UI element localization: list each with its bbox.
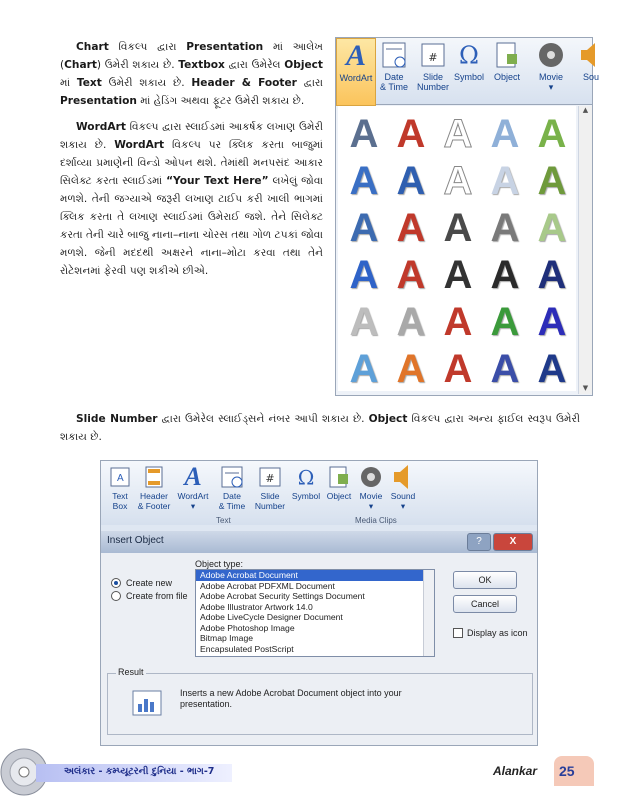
object-type-item[interactable]: Adobe LiveCycle Designer Document [200,612,343,622]
bold-term: Textbox [178,59,225,71]
wordart-style-option[interactable]: A [537,300,567,344]
ribbon-label: Date [384,72,404,82]
ribbon-button-symbol[interactable] [452,38,486,104]
wordart-style-option[interactable]: A [349,159,379,203]
svg-text:A: A [345,39,367,72]
ribbon-label: Slide [422,72,443,82]
wordart-icon [180,461,206,491]
bold-term: WordArt [76,121,126,133]
bold-term: Chart [64,59,97,71]
object-type-item[interactable]: Encapsulated PostScript [200,643,294,654]
text-run: માં આલેખ ( [60,41,323,71]
wordart-style-option[interactable]: A [443,300,473,344]
bold-term: Presentation [186,41,264,53]
dialog-body [101,553,537,745]
object-type-item[interactable]: Adobe Photoshop Image [200,622,295,633]
wordart-style-option[interactable]: A [396,206,426,250]
text-run: ઉમેરી શકાય છે. [101,77,192,89]
text-run: લખેલું જોવા મળશે. તેની જગ્યાએ જરૂરી લખાણ ટાઈપ કરી ખાલી ભાગમાં ક્લિક કરતા તે લખાણ સ્લાઈડમાં ઉમેરાઈ જશે. તેને સિલેક્ટ કરતા તેની ચારે બાજુ નાના–નાના ચોરસ તથા ગોળ ટપકાં જોવા મળશે. જેની મદદથી અક્ષરને નાના–મોટા કરવા તથા તેને રોટેશનમાં ફેરવી પણ શકીએ છીએ. [60,175,324,277]
object-list-scrollbar[interactable] [423,570,434,656]
radio-create-from-file[interactable] [111,591,188,601]
text-run: વિકલ્પ દ્વારા સ્લાઈડમાં આકર્ષક લખાણ ઉમેરી શકાય છે. [60,121,323,151]
ribbon-button-sound[interactable] [387,463,419,511]
bold-term: Presentation [60,95,137,107]
ribbon-label: Movie [359,491,383,501]
dialog-titlebar [101,531,537,553]
wordart-style-option[interactable]: A [396,253,426,297]
display-as-icon-checkbox[interactable] [453,628,528,638]
svg-text:Ω: Ω [297,465,315,490]
wordart-style-option[interactable]: A [537,206,567,250]
object-type-label: Object type: [195,559,244,569]
bold-term: Header & Footer [191,77,297,89]
wordart-style-option[interactable]: A [490,347,520,391]
wordart-style-option[interactable]: A [490,300,520,344]
ribbon-button-movie[interactable] [532,38,570,104]
bold-term: Chart [76,41,109,53]
bold-term: “Your Text Here” [166,175,269,187]
ribbon-label: Symbol [291,491,321,501]
ribbon-button-movie[interactable] [355,463,387,511]
wordart-style-option[interactable]: A [537,112,567,156]
page-number: 25 [559,763,575,779]
ribbon-label-2: ▾ [368,501,374,511]
paragraph-wordart [60,118,323,280]
symbol-icon [293,464,319,490]
ribbon-button-wordart[interactable] [336,38,376,106]
insert-ribbon-large [101,461,537,525]
ribbon-button-sou[interactable] [576,38,606,104]
gallery-scrollbar[interactable] [578,106,592,394]
ribbon-button-symbol[interactable] [289,463,323,501]
wordart-gallery-screenshot [335,37,599,396]
ribbon-button-object[interactable] [323,463,355,501]
text-run: વિકલ્પ દ્વારા [108,41,187,53]
svg-text:#: # [428,51,438,64]
wordart-style-option[interactable]: A [537,159,567,203]
result-label: Result [118,667,144,677]
ribbon-label: WordArt [177,491,209,501]
wordart-style-option[interactable]: A [396,300,426,344]
group-label-text: Text [216,516,231,525]
scroll-up-icon[interactable]: ▲ [582,106,589,114]
ribbon-label-2: ▾ [190,501,196,511]
wordart-style-option[interactable]: A [443,206,473,250]
ribbon-button-wordart[interactable] [173,463,213,511]
object-type-item[interactable]: Adobe Acrobat Security Settings Document [200,591,365,601]
bold-term: Slide Number [76,413,158,425]
wordart-style-option[interactable]: A [349,206,379,250]
header-footer-icon [141,464,167,490]
bold-term: WordArt [114,139,165,151]
wordart-style-option[interactable]: A [396,347,426,391]
ribbon-button-object[interactable] [486,38,528,104]
svg-text:A: A [117,473,124,484]
wordart-style-grid [338,106,576,391]
wordart-style-option[interactable]: A [349,300,379,344]
ribbon-label-2: ▾ [548,82,554,92]
svg-text:Ω: Ω [459,41,479,70]
ribbon-button-header[interactable] [135,463,173,511]
ribbon-label-2: & Footer [137,501,171,511]
scroll-down-icon[interactable]: ▼ [582,384,589,392]
svg-text:#: # [265,472,275,486]
symbol-icon [455,40,483,70]
radio-create-from-file-label: Create from file [126,591,188,601]
sound-icon [577,40,605,70]
help-button[interactable]: ? [467,533,491,551]
text-run: દ્વારા ઉમેરેલ સ્લાઈડ્સને નંબર આપી શકાય છે. [157,413,369,425]
wordart-style-option[interactable]: A [537,253,567,297]
display-as-icon-label: Display as icon [467,628,528,638]
wordart-style-option[interactable]: A [443,253,473,297]
object-icon [326,464,352,490]
ribbon-button-date[interactable] [213,463,251,511]
wordart-style-option[interactable]: A [443,347,473,391]
checkbox-icon [453,628,463,638]
object-type-item[interactable]: Bitmap Image [200,633,254,643]
object-type-item[interactable]: Adobe Acrobat Document [196,570,434,581]
textbox-icon [107,464,133,490]
bold-term: Object [284,59,323,71]
ribbon-label-2: ▾ [400,501,406,511]
wordart-style-option[interactable]: A [396,159,426,203]
result-text: Inserts a new Adobe Acrobat Document object into your presentation. [180,688,402,709]
cancel-button[interactable]: Cancel [453,595,517,613]
footer-book-title: અલંકાર - કમ્પ્યૂટરની દુનિયા - ભાગ-7 [64,766,215,777]
ribbon-label-2: & Time [218,501,246,511]
text-run: માં હેડિંગ અથવા ફૂટર ઉમેરી શકાય છે. [136,95,305,107]
ok-button[interactable]: OK [453,571,517,589]
slide-number-icon [419,40,447,70]
ribbon-button-date[interactable] [374,38,414,104]
object-preview-icon [132,690,162,716]
radio-unselected-icon [111,591,121,601]
wordart-style-option[interactable]: A [490,112,520,156]
result-box [107,667,533,735]
wordart-style-option[interactable]: A [396,112,426,156]
wordart-style-option[interactable]: A [490,253,520,297]
wordart-style-option[interactable]: A [490,206,520,250]
wordart-style-option[interactable]: A [349,253,379,297]
group-label-media: Media Clips [355,516,397,525]
insert-ribbon [336,38,599,105]
ribbon-button-slide[interactable] [414,38,452,104]
object-type-list[interactable] [195,569,435,657]
radio-create-new[interactable] [111,578,172,588]
text-run: વિકલ્પ દ્વારા અન્ય ફાઈલ સ્વરૂપ ઉમેરી શકાય છે. [60,413,580,443]
ribbon-label: Sou [582,72,599,82]
text-run: દ્વારા ઉમેરેલ [224,59,285,71]
object-type-item[interactable]: Adobe Acrobat PDFXML Document [200,580,335,591]
ribbon-label: Header [140,491,168,501]
wordart-style-option[interactable]: A [443,112,473,156]
ribbon-label-2: Box [112,501,128,511]
object-type-item[interactable]: Adobe Illustrator Artwork 14.0 [200,601,313,612]
ribbon-label: Sound [390,491,416,501]
ribbon-label: Movie [538,72,563,82]
wordart-icon [342,41,370,71]
svg-text:A: A [184,461,202,491]
ribbon-label: Symbol [453,72,484,82]
ribbon-label-2: Number [254,501,286,511]
wordart-style-option[interactable]: A [490,159,520,203]
ribbon-label-2: Number [416,82,449,92]
slide-number-icon [257,464,283,490]
movie-icon [358,464,384,490]
ribbon-label-2: & Time [379,82,408,92]
wordart-style-option[interactable]: A [443,159,473,203]
paragraph-slide-number-object [60,410,580,446]
object-icon [493,40,521,70]
insert-object-screenshot [100,460,538,746]
ribbon-label: Object [493,72,520,82]
bold-term: Object [368,413,408,425]
sound-icon [390,464,416,490]
ribbon-label: Object [326,491,352,501]
dialog-title: Insert Object [107,535,164,546]
text-run: ) ઉમેરી શકાય છે. [96,59,179,71]
paragraph-chart-textbox-header [60,38,323,110]
date-time-icon [219,464,245,490]
close-button[interactable]: X [493,533,533,551]
wordart-style-option[interactable]: A [349,112,379,156]
ribbon-label: Text [112,491,128,501]
wordart-style-option[interactable]: A [537,347,567,391]
ribbon-label: WordArt [339,73,373,83]
ribbon-label: Date [223,491,241,501]
movie-icon [537,40,565,70]
ribbon-button-slide[interactable] [251,463,289,511]
ribbon-button-text[interactable] [105,463,135,511]
bold-term: Text [76,77,102,89]
text-run: વિકલ્પ પર ક્લિક કરતા બાજુમાં દર્શાવ્યા પ્રમાણેની વિન્ડો ઓપન થશે. તેમાંથી મનપસંદ આકાર સિલેક્ટ કરતા સ્લાઈડમાં [60,139,323,187]
date-time-icon [380,40,408,70]
radio-create-new-label: Create new [126,578,173,588]
text-run: દ્વારા [296,77,323,89]
wordart-style-option[interactable]: A [349,347,379,391]
brand-logo: Alankar [493,764,538,778]
radio-selected-icon [111,578,121,588]
text-run: માં [60,77,77,89]
ribbon-label: Slide [260,491,280,501]
